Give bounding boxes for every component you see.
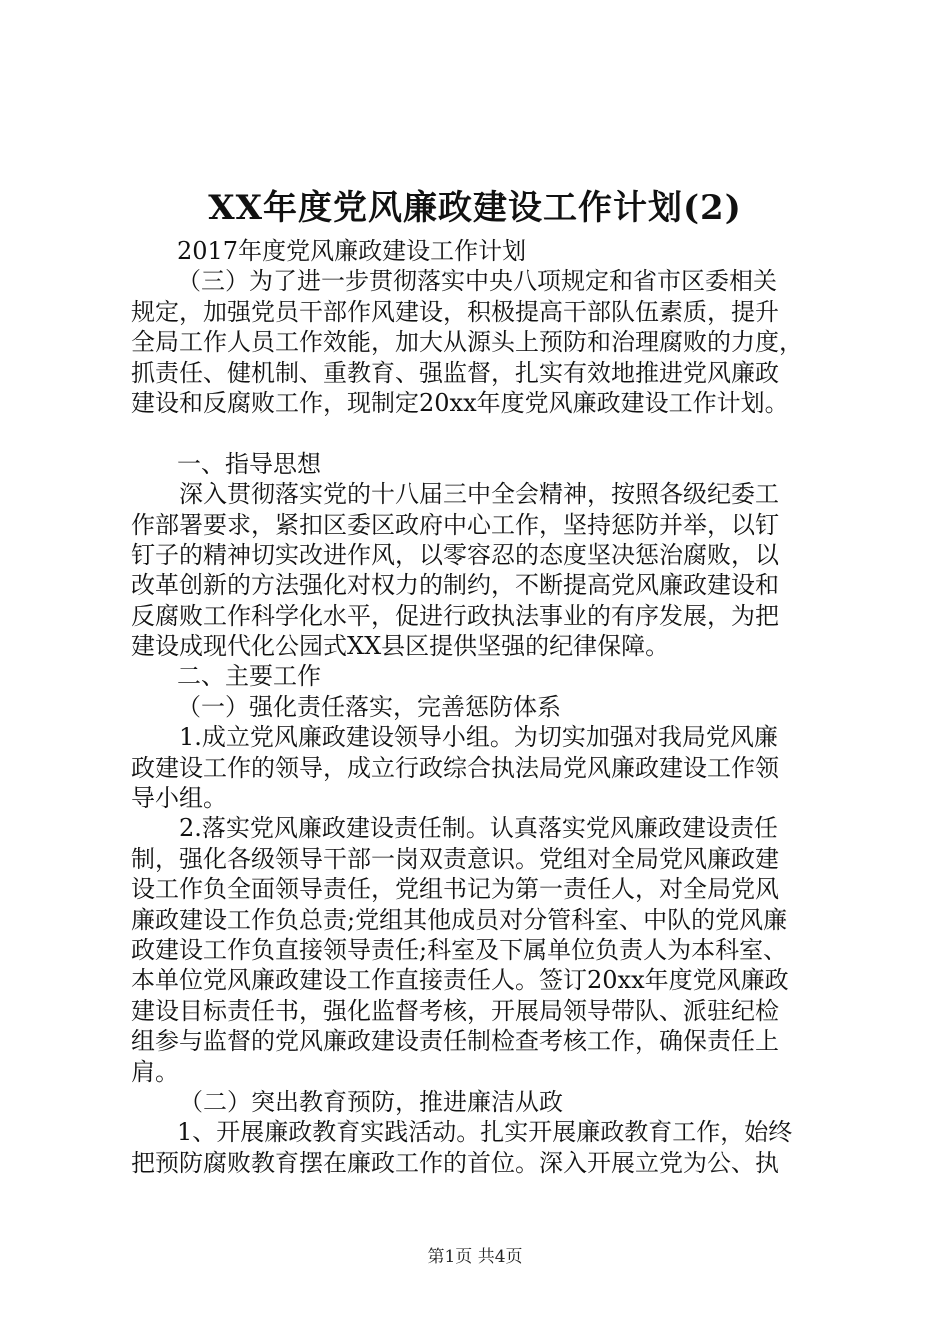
paragraph-line: 设工作负全面领导责任，党组书记为第一责任人，对全局党风 bbox=[131, 875, 779, 904]
paragraph-line: 政建设工作的领导，成立行政综合执法局党风廉政建设工作领 bbox=[131, 753, 779, 782]
paragraph-line: 全局工作人员工作效能，加大从源头上预防和治理腐败的力度， bbox=[131, 328, 803, 357]
paragraph-line: 廉政建设工作负总责;党组其他成员对分管科室、中队的党风廉 bbox=[131, 905, 788, 934]
paragraph-line: 作部署要求，紧扣区委区政府中心工作，坚持惩防并举，以钉 bbox=[131, 510, 779, 539]
paragraph-line: 本单位党风廉政建设工作直接责任人。签订20xx年度党风廉政 bbox=[131, 966, 789, 995]
paragraph-line: 抓责任、健机制、重教育、强监督，扎实有效地推进党风廉政 bbox=[131, 358, 779, 387]
paragraph-line: 政建设工作负直接领导责任;科室及下属单位负责人为本科室、 bbox=[131, 935, 788, 964]
subtitle-line: 2017年度党风廉政建设工作计划 bbox=[177, 237, 527, 265]
paragraph-line: 反腐败工作科学化水平，促进行政执法事业的有序发展，为把 bbox=[131, 601, 779, 630]
paragraph-line: 把预防腐败教育摆在廉政工作的首位。深入开展立党为公、执 bbox=[131, 1148, 779, 1177]
paragraph-line: 深入贯彻落实党的十八届三中全会精神，按照各级纪委工 bbox=[179, 480, 779, 509]
section-heading: 二、主要工作 bbox=[177, 662, 321, 691]
paragraph-line: 1.成立党风廉政建设领导小组。为切实加强对我局党风廉 bbox=[179, 723, 778, 752]
paragraph-line: 制，强化各级领导干部一岗双责意识。党组对全局党风廉政建 bbox=[131, 844, 779, 873]
paragraph-line: （三）为了进一步贯彻落实中央八项规定和省市区委相关 bbox=[177, 267, 777, 296]
paragraph-line: 改革创新的方法强化对权力的制约，不断提高党风廉政建设和 bbox=[131, 571, 779, 600]
paragraph-line: 建设和反腐败工作，现制定20xx年度党风廉政建设工作计划。 bbox=[131, 388, 789, 417]
paragraph-line: 规定，加强党员干部作风建设，积极提高干部队伍素质，提升 bbox=[131, 297, 779, 326]
page-number-footer: 第1页 共4页 bbox=[427, 1247, 523, 1267]
paragraph-line: 2.落实党风廉政建设责任制。认真落实党风廉政建设责任 bbox=[179, 814, 778, 843]
paragraph-line: 钉子的精神切实改进作风，以零容忍的态度坚决惩治腐败，以 bbox=[131, 540, 779, 569]
section-heading: 一、指导思想 bbox=[177, 449, 321, 478]
paragraph-line: 肩。 bbox=[131, 1057, 179, 1086]
document-body bbox=[131, 236, 831, 1178]
paragraph-line: 建设成现代化公园式XX县区提供坚强的纪律保障。 bbox=[131, 632, 670, 661]
blank-line bbox=[131, 418, 831, 448]
document-title: XX年度党风廉政建设工作计划(2) bbox=[208, 188, 742, 228]
paragraph-line: 建设目标责任书，强化监督考核，开展局领导带队、派驻纪检 bbox=[131, 996, 779, 1025]
subsection-heading: （一）强化责任落实，完善惩防体系 bbox=[177, 692, 561, 721]
subsection-heading: （二）突出教育预防，推进廉洁从政 bbox=[179, 1087, 563, 1116]
paragraph-line: 导小组。 bbox=[131, 784, 227, 813]
paragraph-line: 1、开展廉政教育实践活动。扎实开展廉政教育工作，始终 bbox=[177, 1118, 793, 1147]
paragraph-line: 组参与监督的党风廉政建设责任制检查考核工作，确保责任上 bbox=[131, 1027, 779, 1056]
